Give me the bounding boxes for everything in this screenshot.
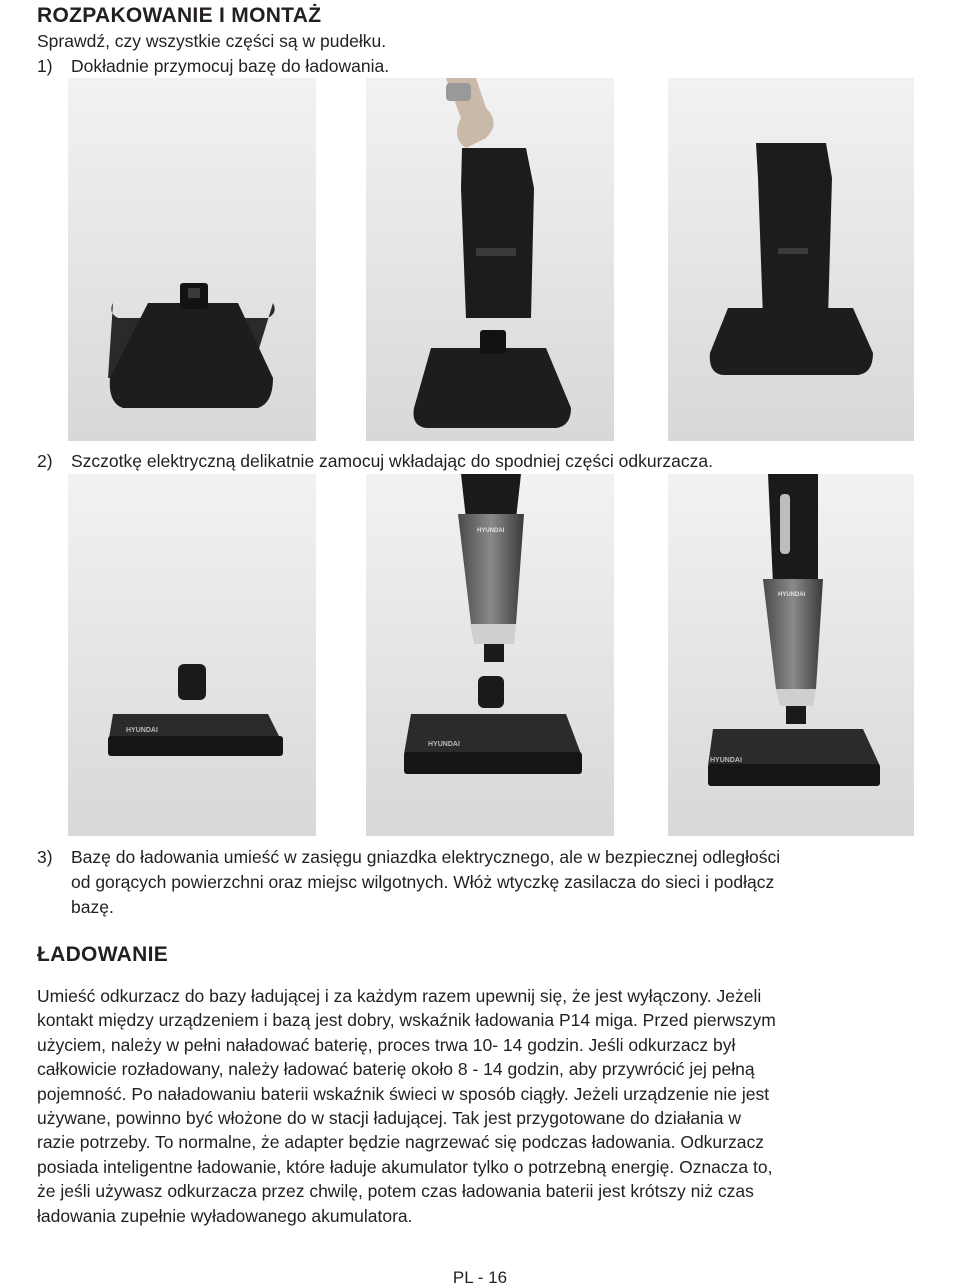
charging-line: kontakt między urządzeniem i bazą jest dobry, wskaźnik ładowania P14 miga. Przed pierwszym <box>37 1010 776 1031</box>
charging-line: posiada inteligentne ładowanie, które ładuje akumulator tylko o potrzebną energię. Oznacza to, <box>37 1156 773 1177</box>
step-3-line-1 <box>37 846 781 868</box>
charging-line: użyciem, należy w pełni naładować baterię, proces trwa 10- 14 godzin. Jeśli odkurzacz był <box>37 1034 736 1055</box>
section-title-charging: ŁADOWANIE <box>37 943 169 966</box>
photo-inserting-vacuum <box>366 474 614 836</box>
photo-inserting-stand <box>366 78 614 441</box>
charging-line: razie potrzeby. To normalne, że adapter będzie nagrzewać się podczas ładowania. Odkurzacz <box>37 1132 764 1153</box>
brand-logo-4: HYUNDAI <box>778 592 806 598</box>
brand-logo-3: HYUNDAI <box>428 741 460 748</box>
photo-assembled-base <box>668 78 914 441</box>
step-1 <box>37 55 390 77</box>
intro-text: Sprawdź, czy wszystkie części są w pudełku. <box>37 31 387 51</box>
brand-logo-5: HYUNDAI <box>710 757 742 764</box>
charging-line: ładowania zupełnie wyładowanego akumulatora. <box>37 1205 413 1226</box>
step-2-number: 2) <box>37 451 53 471</box>
photo-base-plate <box>68 78 316 441</box>
brand-logo-2: HYUNDAI <box>477 528 505 534</box>
charging-line: używane, powinno być włożone do w stacji ładującej. Tak jest przygotowane do działania w <box>37 1108 741 1129</box>
page-number: PL - 16 <box>452 1268 508 1287</box>
photo-electric-brush <box>68 474 316 836</box>
step-3-text-3: bazę. <box>71 897 114 917</box>
step-3-text-1: Bazę do ładowania umieść w zasięgu gniazdka elektrycznego, ale w bezpiecznej odległości <box>71 847 781 867</box>
charging-line: całkowicie rozładowany, należy ładować baterię około 8 - 14 godzin, aby przywrócić jej pełną <box>37 1059 755 1080</box>
charging-paragraph <box>37 984 917 1228</box>
photo-assembled-vacuum <box>668 474 914 836</box>
step-2-text: Szczotkę elektryczną delikatnie zamocuj wkładając do spodniej części odkurzacza. <box>71 451 713 471</box>
step-1-number: 1) <box>37 56 53 76</box>
brand-logo-1: HYUNDAI <box>126 727 158 734</box>
step-3 <box>37 846 781 918</box>
section-title-unpacking: ROZPAKOWANIE I MONTAŻ <box>37 4 322 27</box>
step-3-text-2: od gorących powierzchni oraz miejsc wilgotnych. Włóż wtyczkę zasilacza do sieci i podłącz <box>71 872 775 892</box>
charging-line: pojemność. Po naładowaniu baterii wskaźnik świeci w sposób ciągły. Jeżeli urządzenie nie jest <box>37 1083 770 1104</box>
step-2 <box>37 450 713 472</box>
charging-line: Umieść odkurzacz do bazy ładującej i za każdym razem upewnij się, że jest wyłączony. Jeżeli <box>37 986 762 1006</box>
step-1-text: Dokładnie przymocuj bazę do ładowania. <box>71 56 390 76</box>
step-3-number: 3) <box>37 847 53 867</box>
charging-line: że jeśli używasz odkurzacza przez chwilę, potem czas ładowania baterii jest krótszy niż czas <box>37 1181 754 1202</box>
